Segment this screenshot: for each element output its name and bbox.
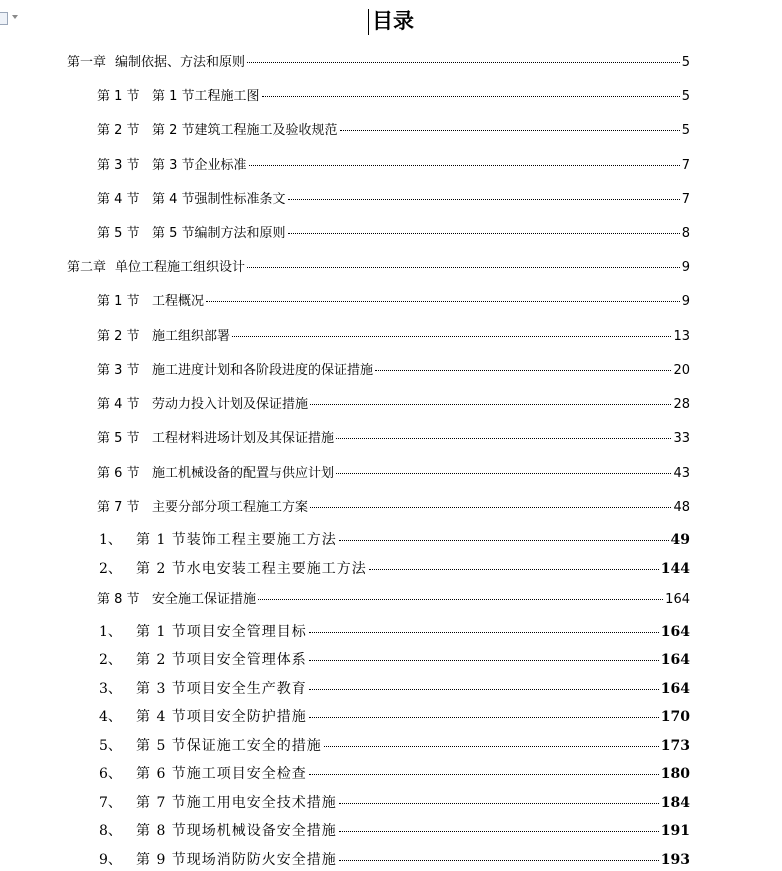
toc-entry-number: 第 7 节 [97, 500, 140, 515]
toc-entry-text: 第 1 节装饰工程主要施工方法 [136, 532, 337, 548]
toc-entry-page: 8 [681, 226, 690, 241]
toc-entry-text: 施工机械设备的配置与供应计划 [152, 466, 335, 481]
toc-entry-number: 7、 [99, 795, 122, 811]
toc-entry-number: 1、 [99, 624, 122, 640]
dot-leader [247, 62, 680, 63]
toc-entry-page: 9 [681, 294, 690, 309]
toc-entry-section[interactable] [97, 88, 690, 106]
toc-entry-text: 第 2 节建筑工程施工及验收规范 [152, 123, 338, 138]
toc-entry-number: 5、 [99, 738, 122, 754]
toc-entry-subsection[interactable] [99, 793, 690, 813]
toc-entry-number: 第 5 节 [97, 226, 140, 241]
toc-entry-section[interactable] [97, 396, 690, 414]
dot-leader [288, 233, 680, 234]
dot-leader [247, 267, 680, 268]
toc-entry-number: 第 5 节 [97, 431, 140, 446]
toc-entry-text: 第 1 节项目安全管理目标 [136, 624, 307, 640]
toc-entry-subsection[interactable] [99, 679, 690, 699]
toc-entry-number: 6、 [99, 766, 122, 782]
toc-entry-number: 9、 [99, 852, 122, 868]
toc-entry-section[interactable] [97, 499, 690, 517]
dot-leader [340, 130, 680, 131]
toc-entry-subsection[interactable] [99, 707, 690, 727]
dot-leader [258, 599, 663, 600]
dot-leader [309, 717, 659, 718]
toc-entry-number: 第 3 节 [97, 158, 140, 173]
toc-entry-page: 5 [681, 89, 690, 104]
dot-leader [324, 746, 659, 747]
toc-entry-page: 164 [660, 624, 690, 640]
toc-entry-section[interactable] [97, 225, 690, 243]
toc-entry-text: 单位工程施工组织设计 [115, 260, 246, 275]
toc-entry-page: 9 [681, 260, 690, 275]
dot-leader [310, 507, 671, 508]
dot-leader [339, 831, 659, 832]
toc-entry-number: 第 1 节 [97, 89, 140, 104]
toc-entry-page: 180 [660, 766, 690, 782]
dot-leader [375, 370, 671, 371]
toc-entry-text: 编制依据、方法和原则 [115, 55, 246, 70]
dot-leader [369, 569, 659, 570]
toc-entry-text: 第 4 节强制性标准条文 [152, 192, 286, 207]
toc-entry-page: 5 [681, 55, 690, 70]
toc-entry-text: 第 9 节现场消防防火安全措施 [136, 852, 337, 868]
toc-entry-number: 第 8 节 [97, 592, 140, 607]
toc-entry-page: 48 [673, 500, 690, 515]
toc-entry-page: 5 [681, 123, 690, 138]
toc-entry-number: 2、 [99, 561, 122, 577]
dot-leader [232, 336, 671, 337]
toc-entry-number: 3、 [99, 681, 122, 697]
toc-entry-section[interactable] [97, 191, 690, 209]
toc-entry-page: 7 [681, 158, 690, 173]
toc-entry-page: 49 [670, 532, 690, 548]
toc-entry-subsection[interactable] [99, 821, 690, 841]
toc-entry-text: 第 3 节项目安全生产教育 [136, 681, 307, 697]
toc-entry-number: 第 2 节 [97, 123, 140, 138]
toc-entry-text: 工程概况 [152, 294, 205, 309]
toc-entry-page: 7 [681, 192, 690, 207]
toc-entry-text: 第 7 节施工用电安全技术措施 [136, 795, 337, 811]
toc-entry-number: 4、 [99, 709, 122, 725]
dot-leader [336, 438, 671, 439]
toc-entry-page: 170 [660, 709, 690, 725]
toc-entry-section[interactable] [97, 591, 690, 609]
toc-entry-section[interactable] [97, 328, 690, 346]
dot-leader [309, 660, 659, 661]
page-title-text: 目录 [372, 8, 414, 33]
toc-entry-section[interactable] [97, 430, 690, 448]
toc-entry-number: 第 6 节 [97, 466, 140, 481]
toc-entry-text: 第 6 节施工项目安全检查 [136, 766, 307, 782]
toc-entry-section[interactable] [97, 293, 690, 311]
dot-leader [309, 774, 659, 775]
toc-entry-chapter-1[interactable] [67, 54, 690, 72]
toc-entry-page: 164 [660, 652, 690, 668]
dot-leader [288, 199, 680, 200]
toc-entry-number: 第 2 节 [97, 329, 140, 344]
toc-entry-chapter-2[interactable] [67, 259, 690, 277]
toc-entry-text: 施工进度计划和各阶段进度的保证措施 [152, 363, 374, 378]
toc-entry-number: 第 3 节 [97, 363, 140, 378]
toc-entry-text: 第 3 节企业标准 [152, 158, 247, 173]
dot-leader [310, 404, 671, 405]
toc-entry-section[interactable] [97, 465, 690, 483]
toc-entry-text: 第 8 节现场机械设备安全措施 [136, 823, 337, 839]
toc-entry-text: 第 5 节保证施工安全的措施 [136, 738, 322, 754]
toc-entry-section[interactable] [97, 157, 690, 175]
toc-entry-text: 第 4 节项目安全防护措施 [136, 709, 307, 725]
toc-entry-page: 28 [673, 397, 690, 412]
toc-entry-subsection[interactable] [99, 622, 690, 642]
toc-entry-text: 第 5 节编制方法和原则 [152, 226, 286, 241]
toc-entry-number: 第 1 节 [97, 294, 140, 309]
toc-entry-number: 2、 [99, 652, 122, 668]
toc-entry-text: 第 1 节工程施工图 [152, 89, 260, 104]
toc-entry-subsection[interactable] [99, 736, 690, 756]
dot-leader [309, 632, 659, 633]
toc-entry-text: 第 2 节项目安全管理体系 [136, 652, 307, 668]
title-row [0, 6, 782, 36]
toc-entry-subsection[interactable] [99, 850, 690, 870]
toc-entry-page: 191 [660, 823, 690, 839]
dot-leader [339, 803, 659, 804]
dot-leader [249, 165, 680, 166]
dot-leader [339, 860, 659, 861]
toc-entry-text: 工程材料进场计划及其保证措施 [152, 431, 335, 446]
toc-entry-page: 173 [660, 738, 690, 754]
toc-entry-page: 164 [660, 681, 690, 697]
toc-entry-page: 13 [673, 329, 690, 344]
dot-leader [262, 96, 680, 97]
toc-entry-text: 安全施工保证措施 [152, 592, 257, 607]
toc-entry-page: 20 [673, 363, 690, 378]
toc-entry-number: 1、 [99, 532, 122, 548]
toc-entry-number: 8、 [99, 823, 122, 839]
toc-entry-subsection[interactable] [99, 530, 690, 550]
page-title[interactable] [368, 6, 414, 36]
toc-entry-text: 主要分部分项工程施工方案 [152, 500, 309, 515]
toc-entry-number: 第二章 [67, 260, 107, 275]
toc-entry-number: 第一章 [67, 55, 107, 70]
toc-entry-text: 施工组织部署 [152, 329, 231, 344]
toc-entry-subsection[interactable] [99, 650, 690, 670]
dot-leader [206, 301, 680, 302]
toc-entry-subsection[interactable] [99, 559, 690, 579]
toc-entry-section[interactable] [97, 362, 690, 380]
toc-entry-number: 第 4 节 [97, 192, 140, 207]
toc-entry-page: 33 [673, 431, 690, 446]
dot-leader [309, 689, 659, 690]
toc-entry-page: 144 [660, 561, 690, 577]
toc-entry-text: 第 2 节水电安装工程主要施工方法 [136, 561, 367, 577]
text-cursor [368, 9, 369, 35]
dot-leader [336, 473, 671, 474]
toc-entry-section[interactable] [97, 122, 690, 140]
toc-entry-page: 164 [665, 592, 690, 607]
toc-entry-page: 43 [673, 466, 690, 481]
toc-entry-number: 第 4 节 [97, 397, 140, 412]
toc-entry-subsection[interactable] [99, 764, 690, 784]
toc-entry-page: 193 [660, 852, 690, 868]
toc-entry-text: 劳动力投入计划及保证措施 [152, 397, 309, 412]
toc-entry-page: 184 [660, 795, 690, 811]
dot-leader [339, 540, 669, 541]
